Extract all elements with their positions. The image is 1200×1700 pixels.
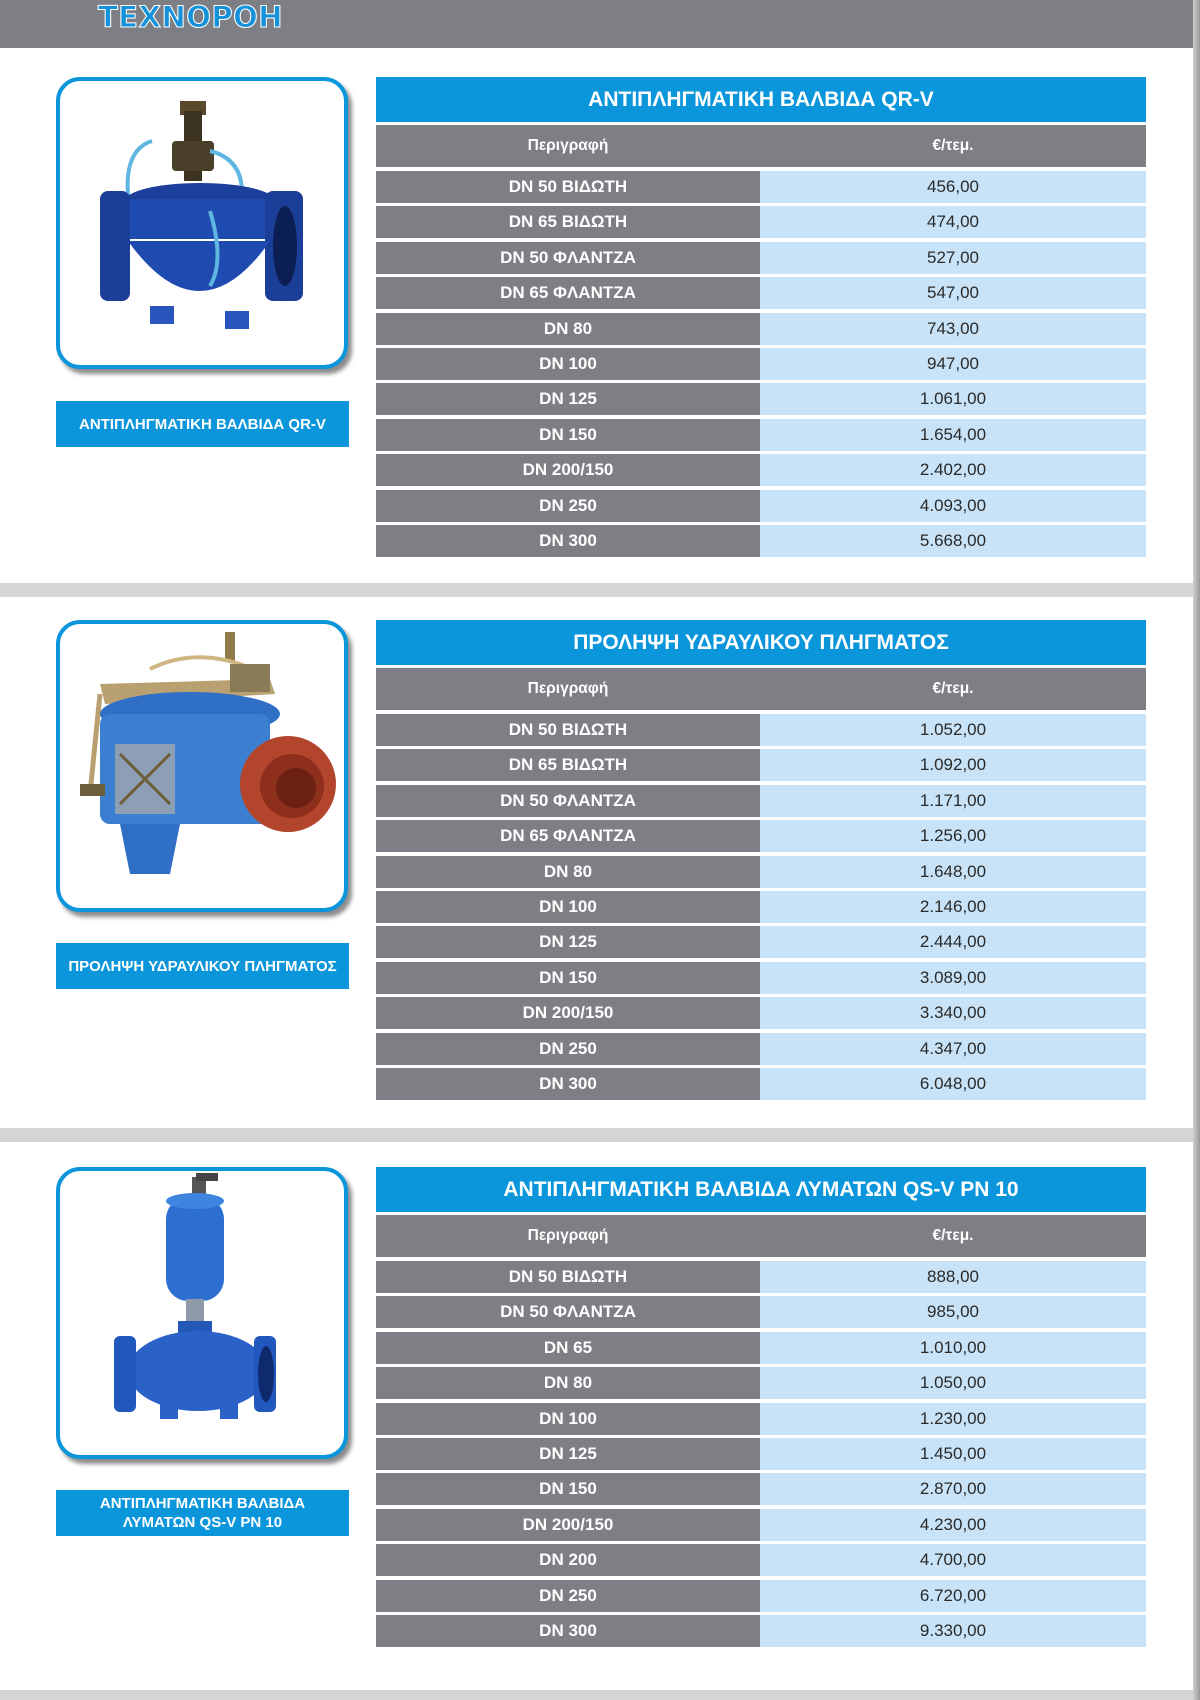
- row-description: DN 65 ΦΛΑΝΤΖΑ: [376, 277, 760, 309]
- row-price: 1.654,00: [760, 419, 1146, 451]
- top-bar: [0, 0, 1200, 48]
- table-row: [376, 1473, 1146, 1505]
- table-row: [376, 490, 1146, 522]
- table-row: [376, 1509, 1146, 1541]
- valve-image-icon: [60, 624, 344, 908]
- row-description: DN 125: [376, 926, 760, 958]
- row-price: 2.870,00: [760, 1473, 1146, 1505]
- row-price: 1.061,00: [760, 383, 1146, 415]
- price-table-3: [376, 1167, 1146, 1650]
- table-row: [376, 171, 1146, 203]
- table-row: [376, 454, 1146, 486]
- table-row: [376, 383, 1146, 415]
- row-price: 3.089,00: [760, 962, 1146, 994]
- price-table-title: ΠΡΟΛΗΨΗ ΥΔΡΑΥΛΙΚΟΥ ΠΛΗΓΜΑΤΟΣ: [376, 620, 1146, 665]
- section-separator: [0, 1128, 1193, 1142]
- row-price: 1.256,00: [760, 820, 1146, 852]
- row-description: DN 200/150: [376, 1509, 760, 1541]
- row-description: DN 100: [376, 348, 760, 380]
- product-photo-2: [56, 620, 348, 912]
- row-description: DN 200/150: [376, 997, 760, 1029]
- row-description: DN 80: [376, 856, 760, 888]
- valve-image-icon: [60, 81, 344, 365]
- table-row: [376, 1296, 1146, 1328]
- row-price: 456,00: [760, 171, 1146, 203]
- product-caption-3: ΑΝΤΙΠΛΗΓΜΑΤΙΚΗ ΒΑΛΒΙΔΑ ΛΥΜΑΤΩΝ QS-V PN 10: [56, 1490, 349, 1536]
- table-row: [376, 856, 1146, 888]
- row-price: 6.720,00: [760, 1580, 1146, 1612]
- price-table-header: [376, 1215, 1146, 1257]
- column-header-price: €/τεμ.: [932, 680, 974, 697]
- price-rows: [376, 1261, 1146, 1647]
- table-row: [376, 348, 1146, 380]
- row-price: 527,00: [760, 242, 1146, 274]
- row-price: 2.444,00: [760, 926, 1146, 958]
- row-description: DN 250: [376, 1580, 760, 1612]
- row-description: DN 50 ΒΙΔΩΤΗ: [376, 171, 760, 203]
- table-row: [376, 820, 1146, 852]
- table-row: [376, 1261, 1146, 1293]
- row-price: 888,00: [760, 1261, 1146, 1293]
- price-rows: [376, 171, 1146, 557]
- row-description: DN 65 ΒΙΔΩΤΗ: [376, 206, 760, 238]
- price-rows: [376, 714, 1146, 1100]
- table-row: [376, 242, 1146, 274]
- row-price: 1.050,00: [760, 1367, 1146, 1399]
- table-row: [376, 206, 1146, 238]
- row-description: DN 300: [376, 1068, 760, 1100]
- row-description: DN 50 ΒΙΔΩΤΗ: [376, 714, 760, 746]
- row-price: 2.402,00: [760, 454, 1146, 486]
- table-row: [376, 1544, 1146, 1576]
- row-description: DN 50 ΦΛΑΝΤΖΑ: [376, 242, 760, 274]
- product-photo-1: [56, 77, 348, 369]
- row-description: DN 65 ΒΙΔΩΤΗ: [376, 749, 760, 781]
- row-description: DN 50 ΦΛΑΝΤΖΑ: [376, 1296, 760, 1328]
- row-price: 6.048,00: [760, 1068, 1146, 1100]
- table-row: [376, 1367, 1146, 1399]
- table-row: [376, 785, 1146, 817]
- row-description: DN 80: [376, 1367, 760, 1399]
- table-row: [376, 1068, 1146, 1100]
- product-caption-1: ΑΝΤΙΠΛΗΓΜΑΤΙΚΗ ΒΑΛΒΙΔΑ QR-V: [56, 401, 349, 447]
- row-price: 1.010,00: [760, 1332, 1146, 1364]
- row-description: DN 150: [376, 962, 760, 994]
- row-price: 4.093,00: [760, 490, 1146, 522]
- row-description: DN 150: [376, 1473, 760, 1505]
- table-row: [376, 277, 1146, 309]
- row-description: DN 50 ΒΙΔΩΤΗ: [376, 1261, 760, 1293]
- row-price: 547,00: [760, 277, 1146, 309]
- table-row: [376, 1580, 1146, 1612]
- table-row: [376, 1615, 1146, 1647]
- row-price: 1.092,00: [760, 749, 1146, 781]
- row-description: DN 100: [376, 1403, 760, 1435]
- row-description: DN 50 ΦΛΑΝΤΖΑ: [376, 785, 760, 817]
- table-row: [376, 749, 1146, 781]
- table-row: [376, 1332, 1146, 1364]
- product-caption-2: ΠΡΟΛΗΨΗ ΥΔΡΑΥΛΙΚΟΥ ΠΛΗΓΜΑΤΟΣ: [56, 943, 349, 989]
- row-price: 1.171,00: [760, 785, 1146, 817]
- table-row: [376, 1438, 1146, 1470]
- row-price: 474,00: [760, 206, 1146, 238]
- table-row: [376, 962, 1146, 994]
- table-row: [376, 1403, 1146, 1435]
- row-description: DN 250: [376, 1033, 760, 1065]
- row-price: 1.450,00: [760, 1438, 1146, 1470]
- row-price: 985,00: [760, 1296, 1146, 1328]
- table-row: [376, 997, 1146, 1029]
- row-price: 1.648,00: [760, 856, 1146, 888]
- row-price: 1.230,00: [760, 1403, 1146, 1435]
- row-price: 9.330,00: [760, 1615, 1146, 1647]
- price-table-title: ΑΝΤΙΠΛΗΓΜΑΤΙΚΗ ΒΑΛΒΙΔΑ ΛΥΜΑΤΩΝ QS-V PN 10: [376, 1167, 1146, 1212]
- table-row: [376, 891, 1146, 923]
- price-table-1: [376, 77, 1146, 560]
- table-row: [376, 313, 1146, 345]
- table-row: [376, 926, 1146, 958]
- row-description: DN 300: [376, 525, 760, 557]
- row-description: DN 125: [376, 1438, 760, 1470]
- row-price: 4.347,00: [760, 1033, 1146, 1065]
- product-photo-3: [56, 1167, 348, 1459]
- price-table-2: [376, 620, 1146, 1103]
- row-description: DN 300: [376, 1615, 760, 1647]
- row-description: DN 80: [376, 313, 760, 345]
- row-description: DN 100: [376, 891, 760, 923]
- row-price: 1.052,00: [760, 714, 1146, 746]
- brand-logo: ΤΕΧΝΟΡΟΗ: [98, 0, 284, 34]
- column-header-description: Περιγραφή: [527, 1227, 609, 1244]
- row-description: DN 125: [376, 383, 760, 415]
- row-description: DN 200/150: [376, 454, 760, 486]
- row-description: DN 150: [376, 419, 760, 451]
- page-edge: [1193, 0, 1200, 1700]
- price-table-header: [376, 125, 1146, 167]
- table-row: [376, 419, 1146, 451]
- row-description: DN 65 ΦΛΑΝΤΖΑ: [376, 820, 760, 852]
- row-price: 4.230,00: [760, 1509, 1146, 1541]
- row-price: 3.340,00: [760, 997, 1146, 1029]
- table-row: [376, 525, 1146, 557]
- column-header-description: Περιγραφή: [527, 680, 609, 697]
- row-price: 743,00: [760, 313, 1146, 345]
- column-header-description: Περιγραφή: [527, 137, 609, 154]
- column-header-price: €/τεμ.: [932, 137, 974, 154]
- row-description: DN 200: [376, 1544, 760, 1576]
- section-separator: [0, 1690, 1193, 1700]
- row-price: 5.668,00: [760, 525, 1146, 557]
- row-price: 2.146,00: [760, 891, 1146, 923]
- row-price: 947,00: [760, 348, 1146, 380]
- price-table-title: ΑΝΤΙΠΛΗΓΜΑΤΙΚΗ ΒΑΛΒΙΔΑ QR-V: [376, 77, 1146, 122]
- row-price: 4.700,00: [760, 1544, 1146, 1576]
- valve-image-icon: [60, 1171, 344, 1455]
- row-description: DN 250: [376, 490, 760, 522]
- table-row: [376, 1033, 1146, 1065]
- price-table-header: [376, 668, 1146, 710]
- column-header-price: €/τεμ.: [932, 1227, 974, 1244]
- table-row: [376, 714, 1146, 746]
- section-separator: [0, 583, 1193, 597]
- row-description: DN 65: [376, 1332, 760, 1364]
